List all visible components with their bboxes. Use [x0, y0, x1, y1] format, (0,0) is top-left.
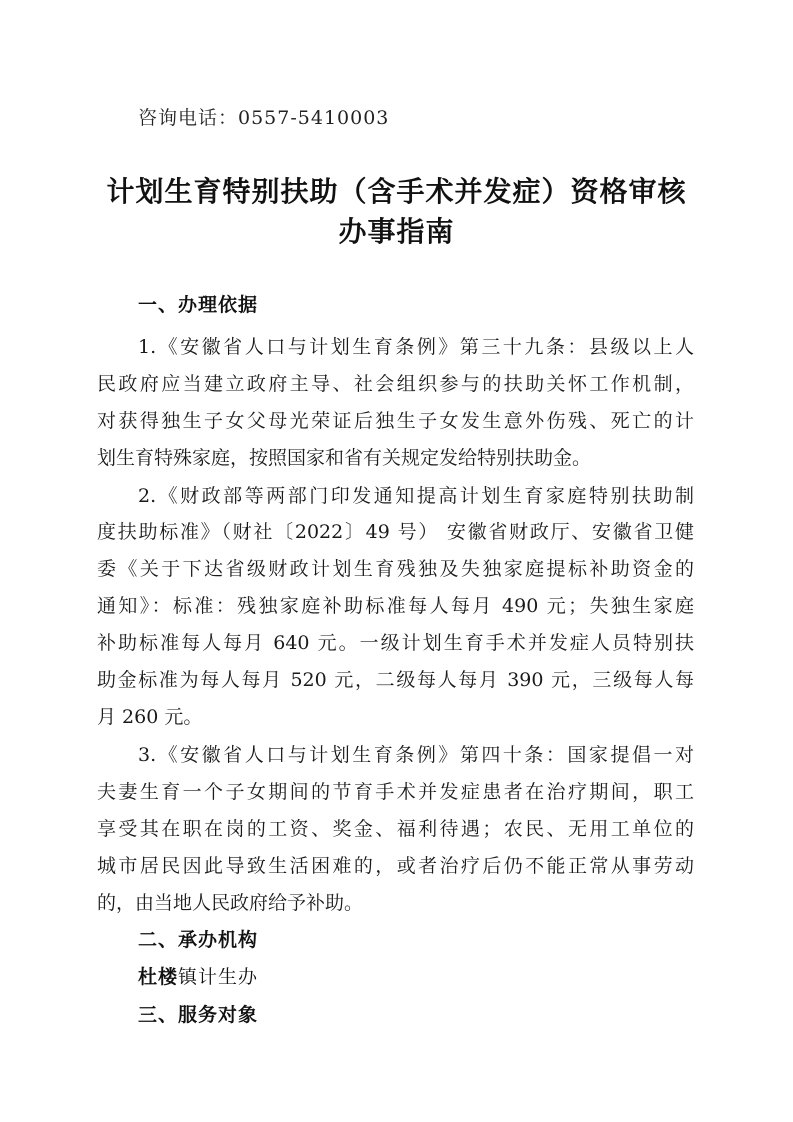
paragraph-line: 度扶助标准》（财社〔2022〕49 号） 安徽省财政厅、安徽省卫健 [97, 521, 694, 543]
paragraph-line: 3.《安徽省人口与计划生育条例》第四十条：国家提倡一对 [138, 744, 694, 766]
paragraph-line: 享受其在职在岗的工资、奖金、福利待遇；农民、无用工单位的 [97, 818, 694, 840]
paragraph-line: 民政府应当建立政府主导、社会组织参与的扶助关怀工作机制， [97, 373, 694, 395]
paragraph-line: 委《关于下达省级财政计划生育残独及失独家庭提标补助资金的 [97, 558, 694, 580]
document-title-line-1: 计划生育特别扶助（含手术并发症）资格审核 [106, 175, 687, 208]
paragraph-line: 1.《安徽省人口与计划生育条例》第三十九条：县级以上人 [138, 336, 694, 358]
contact-phone: 咨询电话：0557-5410003 [138, 107, 390, 129]
paragraph-line: 对获得独生子女父母光荣证后独生子女发生意外伤残、死亡的计 [97, 410, 694, 432]
document-title-line-2: 办事指南 [338, 215, 455, 248]
section-heading-service-target: 三、服务对象 [138, 1004, 259, 1026]
organization-town: 杜楼 [138, 966, 179, 988]
paragraph-line: 2.《财政部等两部门印发通知提高计划生育家庭特别扶助制 [138, 485, 694, 507]
paragraph-line: 夫妻生育一个子女期间的节育手术并发症患者在治疗期间，职工 [97, 781, 694, 803]
paragraph-line: 助金标准为每人每月 520 元，二级每人每月 390 元，三级每人每 [97, 669, 694, 691]
paragraph-line: 补助标准每人每月 640 元。一级计划生育手术并发症人员特别扶 [97, 632, 694, 654]
organization-office: 镇计生办 [178, 966, 259, 988]
organization-name [138, 962, 258, 989]
paragraph-line: 划生育特殊家庭，按照国家和省有关规定发给特别扶助金。 [97, 447, 592, 469]
paragraph-line: 月 260 元。 [97, 706, 203, 728]
paragraph-line: 城市居民因此导致生活困难的，或者治疗后仍不能正常从事劳动 [97, 855, 694, 877]
paragraph-line: 通知》：标准：残独家庭补助标准每人每月 490 元；失独生家庭 [97, 595, 694, 617]
section-heading-organization: 二、承办机构 [138, 929, 259, 951]
paragraph-line: 的，由当地人民政府给予补助。 [97, 892, 364, 914]
section-heading-basis: 一、办理依据 [138, 294, 259, 316]
